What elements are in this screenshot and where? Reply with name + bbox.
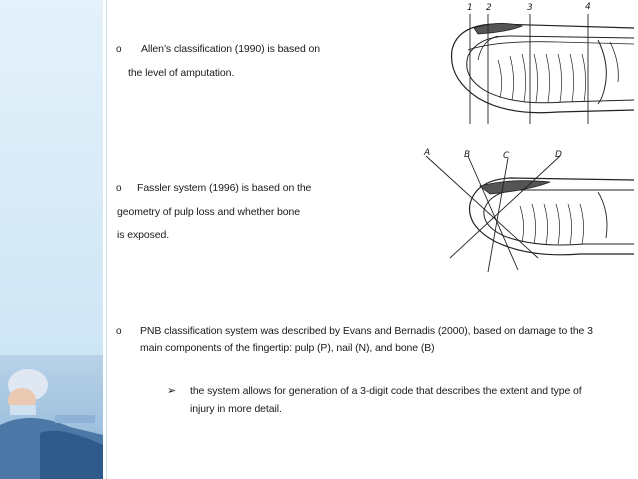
bullet-marker: o (116, 44, 122, 55)
level-label: 4 (585, 2, 591, 12)
bullet-text: Fassler system (1996) is based on the (137, 182, 312, 194)
level-label: 2 (486, 3, 492, 13)
sidebar-divider (103, 0, 106, 479)
bullet-text: main components of the fingertip: pulp (P), nail (N), and bone (B) (140, 342, 435, 354)
bullet-marker: o (116, 183, 122, 194)
angle-label: D (555, 150, 562, 160)
angle-label: C (503, 151, 510, 161)
level-label: 3 (527, 3, 533, 13)
angle-label: A (424, 148, 431, 158)
allen-classification-figure (438, 0, 634, 128)
sub-bullet-text: the system allows for generation of a 3-digit code that describes the extent and type of (190, 385, 582, 397)
bullet-text: PNB classification system was described by Evans and Bernadis (2000), based on damage to the 3 (140, 325, 593, 337)
surgery-photo (0, 355, 103, 479)
angle-label: B (464, 150, 471, 160)
sub-bullet-text: injury in more detail. (190, 403, 282, 415)
arrow-bullet-icon: ➢ (167, 385, 177, 397)
level-label: 1 (467, 3, 473, 13)
bullet-text: is exposed. (117, 229, 170, 241)
bullet-text: geometry of pulp loss and whether bone (117, 206, 300, 218)
bullet-text: the level of amputation. (128, 67, 235, 79)
bullet-marker: o (116, 326, 122, 337)
bullet-text: Allen’s classification (1990) is based on (141, 43, 320, 55)
fassler-classification-figure (420, 146, 634, 276)
sidebar-decoration (0, 0, 103, 479)
